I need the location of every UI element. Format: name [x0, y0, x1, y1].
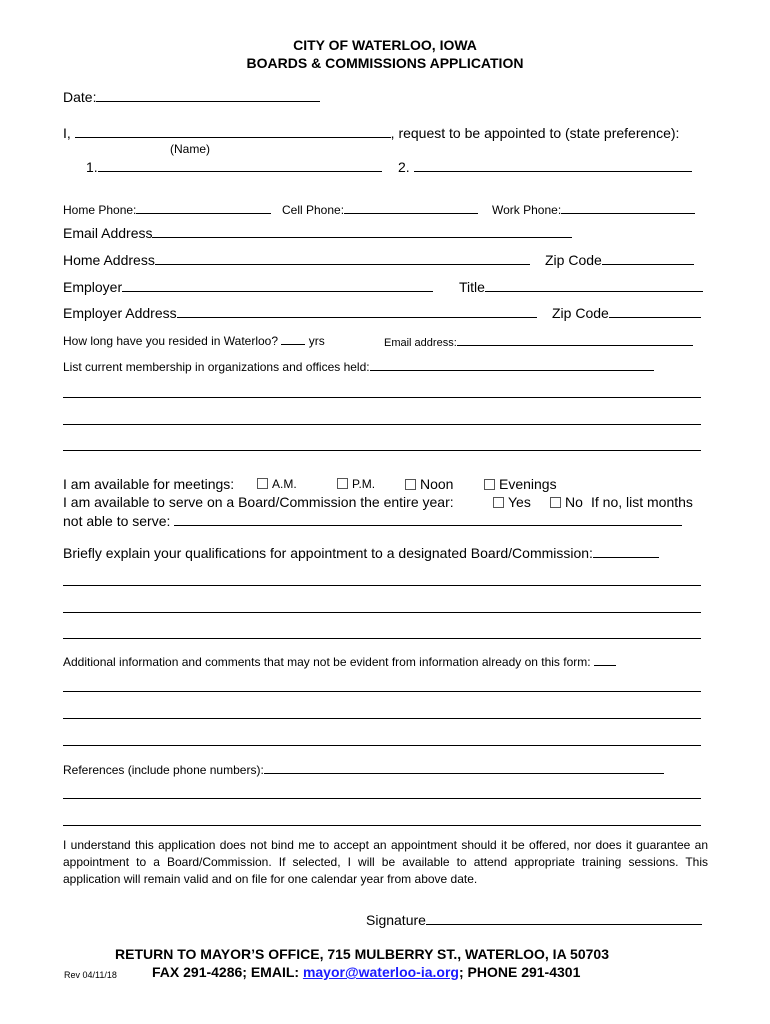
date-field[interactable]	[63, 88, 320, 105]
pm-checkbox[interactable]	[337, 478, 348, 489]
qualifications-line-1[interactable]	[63, 585, 701, 586]
disclaimer-text: I understand this application does not bind me to accept an appointment should it be offered, nor does it guarantee an appointment to a Board/Commission. If selected, I will be available to attend appropriate training sessions. This application will remain valid and on file for one calendar year from above date.	[63, 838, 708, 886]
email-short-field[interactable]	[384, 332, 693, 349]
no-label: No	[565, 494, 583, 510]
name-prefix: I,	[63, 125, 71, 141]
name-line	[75, 124, 391, 138]
home-address-label: Home Address	[63, 252, 155, 268]
additional-line-1[interactable]	[63, 691, 701, 692]
signature-field[interactable]	[366, 911, 702, 928]
references-line-2[interactable]	[63, 825, 701, 826]
title-line	[485, 278, 703, 292]
option-noon[interactable]	[405, 476, 453, 492]
entire-year-label: I am available to serve on a Board/Commission the entire year:	[63, 494, 454, 510]
date-line	[96, 88, 320, 102]
signature-line	[426, 911, 702, 925]
additional-label: Additional information and comments that may not be evident from information already on this form:	[63, 655, 591, 669]
qualifications-line-2[interactable]	[63, 612, 701, 613]
title-label: Title	[459, 279, 485, 295]
references-line-1[interactable]	[63, 798, 701, 799]
home-phone-field[interactable]	[63, 200, 271, 217]
option-evenings[interactable]	[484, 476, 557, 492]
membership-line-3[interactable]	[63, 450, 701, 451]
qualifications-label: Briefly explain your qualifications for appointment to a designated Board/Commission:	[63, 545, 593, 561]
evenings-label: Evenings	[499, 476, 557, 492]
membership-label: List current membership in organizations and offices held:	[63, 360, 370, 374]
contact-line	[152, 964, 580, 980]
references-label: References (include phone numbers):	[63, 763, 264, 777]
form-title-city: CITY OF WATERLOO, IOWA	[293, 37, 477, 53]
form-title-application: BOARDS & COMMISSIONS APPLICATION	[246, 55, 524, 71]
cell-phone-line	[344, 200, 478, 214]
signature-label: Signature	[366, 912, 426, 928]
employer-address-label: Employer Address	[63, 305, 177, 321]
am-label: A.M.	[272, 477, 297, 491]
cell-phone-label: Cell Phone:	[282, 203, 345, 217]
membership-line-2[interactable]	[63, 424, 701, 425]
option-no[interactable]	[550, 494, 583, 510]
preference-1-label: 1.	[86, 159, 98, 175]
pm-label: P.M.	[352, 477, 376, 491]
additional-line-3[interactable]	[63, 745, 701, 746]
yes-checkbox[interactable]	[493, 497, 504, 508]
not-able-line	[174, 512, 682, 526]
email-address-field[interactable]	[63, 224, 572, 241]
option-am[interactable]	[257, 477, 297, 491]
employer-zip-label: Zip Code	[552, 305, 609, 321]
not-able-field[interactable]	[63, 512, 682, 529]
employer-line	[122, 278, 433, 292]
home-address-line	[155, 251, 530, 265]
phone-text: ; PHONE 291-4301	[458, 964, 581, 980]
membership-field[interactable]	[63, 357, 654, 374]
meetings-label: I am available for meetings:	[63, 476, 235, 492]
qualifications-field[interactable]	[63, 544, 659, 561]
home-zip-line	[602, 251, 694, 265]
email-short-label: Email address:	[384, 337, 457, 349]
references-field[interactable]	[63, 760, 664, 777]
email-address-line	[152, 224, 572, 238]
employer-label: Employer	[63, 279, 123, 295]
work-phone-line	[561, 200, 695, 214]
noon-label: Noon	[420, 476, 454, 492]
home-address-field[interactable]	[63, 251, 530, 268]
preference-2-label: 2.	[398, 159, 410, 175]
additional-line-2[interactable]	[63, 718, 701, 719]
am-checkbox[interactable]	[257, 478, 268, 489]
name-suffix: , request to be appointed to (state preference):	[390, 125, 680, 141]
name-caption: (Name)	[170, 142, 211, 156]
employer-zip-field[interactable]	[552, 304, 701, 321]
qualifications-line	[593, 544, 659, 558]
preference-2-field[interactable]	[398, 158, 692, 175]
employer-zip-line	[609, 304, 701, 318]
name-field[interactable]	[63, 124, 679, 141]
noon-checkbox[interactable]	[405, 479, 416, 490]
email-address-label: Email Address	[63, 225, 153, 241]
employer-address-field[interactable]	[63, 304, 537, 321]
mayor-email-link[interactable]: mayor@waterloo-ia.org	[302, 964, 459, 980]
revision-date: Rev 04/11/18	[64, 970, 117, 980]
membership-line-1[interactable]	[63, 397, 701, 398]
yes-label: Yes	[508, 494, 531, 510]
home-zip-label: Zip Code	[545, 252, 602, 268]
email-short-line	[457, 332, 693, 346]
preference-1-line	[98, 158, 382, 172]
return-address: RETURN TO MAYOR’S OFFICE, 715 MULBERRY ST., WATERLOO, IA 50703	[115, 946, 609, 962]
resided-field[interactable]	[63, 331, 325, 348]
resided-line	[281, 331, 305, 345]
years-label: yrs	[308, 334, 325, 348]
work-phone-field[interactable]	[492, 200, 695, 217]
additional-line	[594, 652, 616, 666]
membership-line	[370, 357, 654, 371]
cell-phone-field[interactable]	[282, 200, 478, 217]
employer-field[interactable]	[63, 278, 433, 295]
date-label: Date:	[63, 89, 97, 105]
no-checkbox[interactable]	[550, 497, 561, 508]
if-no-label: If no, list months	[591, 494, 693, 510]
not-able-label: not able to serve:	[63, 513, 171, 529]
qualifications-line-3[interactable]	[63, 638, 701, 639]
references-line	[264, 760, 664, 774]
employer-address-line	[177, 304, 537, 318]
additional-field[interactable]	[63, 652, 616, 669]
home-phone-label: Home Phone:	[63, 203, 137, 217]
home-zip-field[interactable]	[545, 251, 694, 268]
work-phone-label: Work Phone:	[492, 203, 562, 217]
fax-text: FAX 291-4286; EMAIL:	[152, 964, 303, 980]
home-phone-line	[136, 200, 271, 214]
resided-label: How long have you resided in Waterloo?	[63, 334, 279, 348]
evenings-checkbox[interactable]	[484, 479, 495, 490]
preference-2-line	[414, 158, 692, 172]
title-field[interactable]	[459, 278, 703, 295]
preference-1-field[interactable]	[86, 158, 382, 175]
option-pm[interactable]	[337, 477, 375, 491]
option-yes[interactable]	[493, 494, 531, 510]
